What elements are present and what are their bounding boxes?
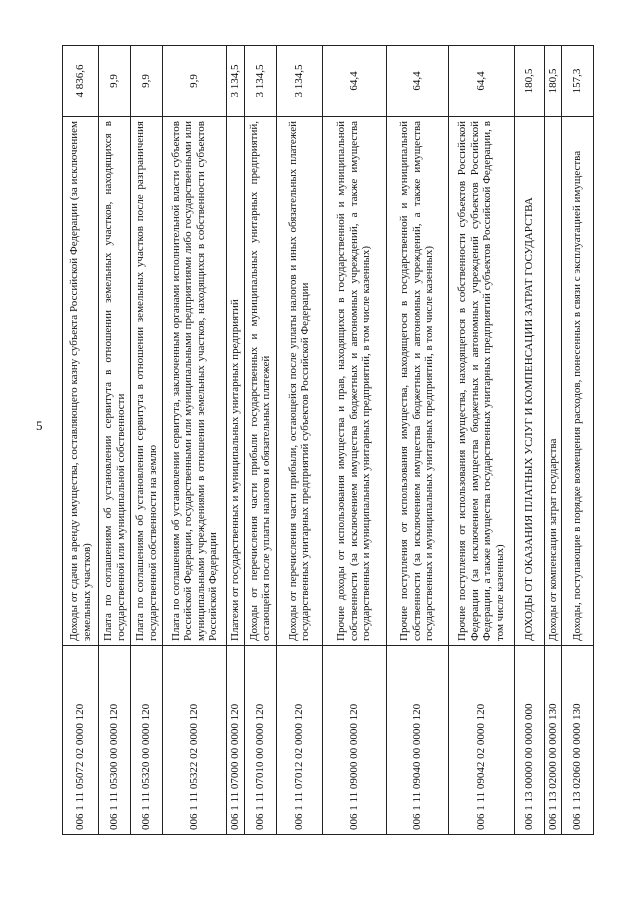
row-code: 006 1 13 00000 00 0000 000 [514,646,544,835]
row-value: 3 134,5 [276,46,322,117]
row-name: Прочие поступления от использования имущества, находящегося в государственной и муниципальной собственности (за исключением имущества бюджетных и автономных учреждений, а также имущества государственных и муниципальных унитарных предприятий, в том числе казенных) [386,117,448,646]
table-row [227,46,245,835]
table-row [131,46,163,835]
row-code: 006 1 11 09000 00 0000 120 [322,646,386,835]
row-name: Плата по соглашениям об установлении сервитута в отношении земельных участков после разграничения государственной собственности на землю [131,117,163,646]
table-row [322,46,386,835]
table-row [244,46,276,835]
row-name: Платежи от государственных и муниципальных унитарных предприятий [227,117,245,646]
row-value: 157,3 [562,46,594,117]
table-row [562,46,594,835]
row-value: 9,9 [131,46,163,117]
row-value: 4 836,6 [63,46,99,117]
row-code: 006 1 13 02060 00 0000 130 [562,646,594,835]
row-value: 64,4 [448,46,514,117]
row-code: 006 1 11 09040 00 0000 120 [386,646,448,835]
row-value: 3 134,5 [227,46,245,117]
row-value: 9,9 [99,46,131,117]
table-row [386,46,448,835]
row-name: ДОХОДЫ ОТ ОКАЗАНИЯ ПЛАТНЫХ УСЛУГ И КОМПЕНСАЦИИ ЗАТРАТ ГОСУДАРСТВА [514,117,544,646]
row-code: 006 1 11 07000 00 0000 120 [227,646,245,835]
row-name: Доходы от компенсации затрат государства [544,117,562,646]
row-code: 006 1 11 07010 00 0000 120 [244,646,276,835]
row-code: 006 1 13 02000 00 0000 130 [544,646,562,835]
row-code: 006 1 11 05300 00 0000 120 [99,646,131,835]
rotated-table-wrapper [62,45,584,835]
table-row [448,46,514,835]
row-code: 006 1 11 05072 02 0000 120 [63,646,99,835]
page-number: 5 [36,418,43,433]
table-row [276,46,322,835]
row-value: 180,5 [514,46,544,117]
row-code: 006 1 11 05322 02 0000 120 [163,646,227,835]
row-code: 006 1 11 07012 02 0000 120 [276,646,322,835]
row-name: Доходы, поступающие в порядке возмещения расходов, понесенных в связи с эксплуатацией имущества [562,117,594,646]
row-value: 64,4 [386,46,448,117]
row-code: 006 1 11 09042 02 0000 120 [448,646,514,835]
row-name: Доходы от перечисления части прибыли государственных и муниципальных унитарных предприятий, остающейся после уплаты налогов и обязательных платежей [244,117,276,646]
table-row [514,46,544,835]
row-value: 3 134,5 [244,46,276,117]
row-name: Плата по соглашениям об установлении сервитута в отношении земельных участков, находящихся в государственной или муниципальной собственности [99,117,131,646]
table-row [63,46,99,835]
table-row [99,46,131,835]
table-row [163,46,227,835]
row-value: 180,5 [544,46,562,117]
row-name: Доходы от перечисления части прибыли, остающейся после уплаты налогов и иных обязательных платежей государственных унитарных предприятий субъектов Российской Федерации [276,117,322,646]
table-rotation-frame [62,45,584,835]
row-name: Доходы от сдачи в аренду имущества, составляющего казну субъекта Российской Федерации (за исключением земельных участков) [63,117,99,646]
row-code: 006 1 11 05320 00 0000 120 [131,646,163,835]
table-row [544,46,562,835]
row-name: Плата по соглашениям об установлении сервитута, заключенным органами исполнительной власти субъектов Российской Федерации, государственными или муниципальными предприятиями либо государственными или муниципальными учреждениями в отношении земельных участков, находящихся в собственности субъектов Российской Федерации [163,117,227,646]
revenue-table [62,45,594,835]
row-name: Прочие доходы от использования имущества и прав, находящихся в государственной и муниципальной собственности (за исключением имущества бюджетных и автономных учреждений, а также имущества государственных и муниципальных унитарных предприятий, в том числе казенных) [322,117,386,646]
row-value: 9,9 [163,46,227,117]
row-name: Прочие поступления от использования имущества, находящегося в собственности субъектов Российской Федерации (за исключением имущества бюджетных и автономных учреждений субъектов Российской Федерации, а также имущества государственных унитарных предприятий субъектов Российской Федерации, в том числе казенных) [448,117,514,646]
row-value: 64,4 [322,46,386,117]
revenue-table-body [63,46,594,835]
